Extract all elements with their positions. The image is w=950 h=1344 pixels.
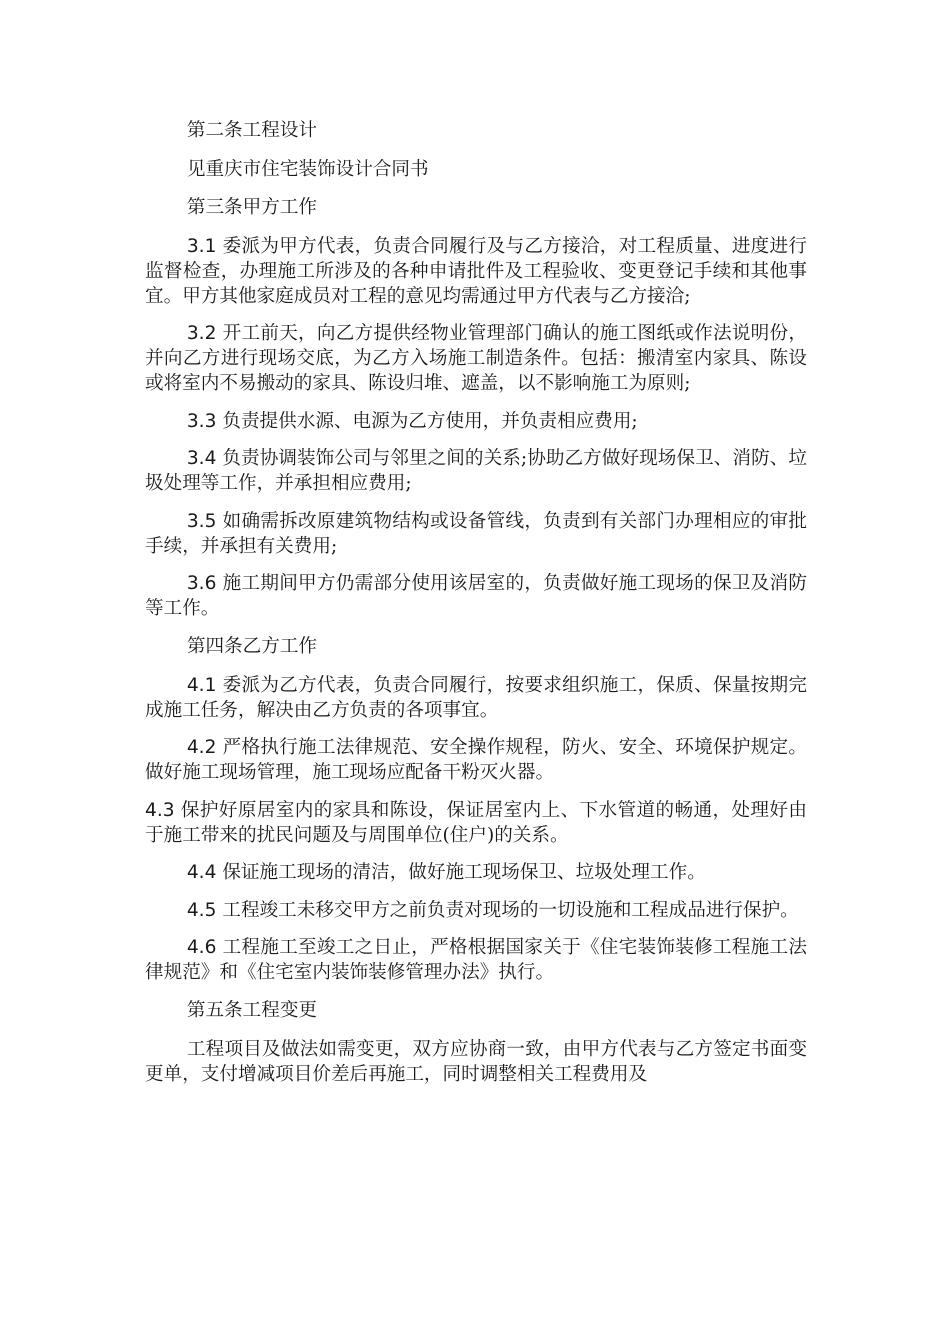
clause-text: 委派为乙方代表，负责合同履行，按要求组织施工，保质、保量按期完成施工任务，解决由乙方负责的各项事宜。 <box>145 674 807 721</box>
clause-number: 4.2 <box>186 737 217 758</box>
clause-3-5 <box>145 509 807 559</box>
clause-number: 3.2 <box>186 323 217 344</box>
clause-3-1 <box>145 234 807 309</box>
clause-4-1 <box>145 673 807 723</box>
clause-number: 3.4 <box>186 448 217 469</box>
clause-3-2 <box>145 321 807 396</box>
clause-text: 开工前天，向乙方提供经物业管理部门确认的施工图纸或作法说明份，并向乙方进行现场交底，为乙方入场施工制造条件。包括：搬清室内家具、陈设或将室内不易搬动的家具、陈设归堆、遮盖，以不影响施工为原则; <box>145 323 807 394</box>
article-5-heading: 第五条工程变更 <box>186 999 318 1021</box>
clause-number: 4.3 <box>145 799 175 821</box>
clause-number: 4.1 <box>186 674 217 696</box>
clause-number: 4.5 <box>186 899 217 921</box>
clause-text: 如确需拆改原建筑物结构或设备管线，负责到有关部门办理相应的审批手续，并承担有关费用; <box>145 510 807 557</box>
clause-number: 4.6 <box>186 937 217 958</box>
clause-text: 工程竣工未移交甲方之前负责对现场的一切设施和工程成品进行保护。 <box>222 899 799 921</box>
clause-text: 保证施工现场的清洁，做好施工现场保卫、垃圾处理工作。 <box>222 862 706 883</box>
clause-4-6 <box>145 935 807 985</box>
clause-number: 3.3 <box>186 410 217 432</box>
clause-3-4 <box>145 446 807 496</box>
clause-text: 严格执行施工法律规范、安全操作规程，防火、安全、环境保护规定。做好施工现场管理，施工现场应配备干粉灭火器。 <box>145 737 807 783</box>
clause-text: 负责协调装饰公司与邻里之间的关系;协助乙方做好现场保卫、消防、垃圾处理等工作，并承担相应费用; <box>145 448 807 494</box>
clause-4-4 <box>145 860 807 885</box>
clause-text: 委派为甲方代表，负责合同履行及与乙方接洽，对工程质量、进度进行监督检查，办理施工所涉及的各种申请批件及工程验收、变更登记手续和其他事宜。甲方其他家庭成员对工程的意见均需通过甲方代表与乙方接洽; <box>145 235 807 307</box>
document-page <box>145 118 807 1099</box>
article-5-body: 工程项目及做法如需变更，双方应协商一致，由甲方代表与乙方签定书面变更单，支付增减项目价差后再施工，同时调整相关工程费用及 <box>145 1038 807 1085</box>
clause-number: 3.1 <box>186 235 217 257</box>
clause-text: 施工期间甲方仍需部分使用该居室的，负责做好施工现场的保卫及消防等工作。 <box>145 573 807 619</box>
article-2-body: 见重庆市住宅装饰设计合同书 <box>186 159 429 180</box>
clause-text: 工程施工至竣工之日止，严格根据国家关于《住宅装饰装修工程施工法律规范》和《住宅室内装饰装修管理办法》执行。 <box>145 937 807 983</box>
clause-text: 负责提供水源、电源为乙方使用，并负责相应费用; <box>222 410 638 432</box>
clause-number: 3.5 <box>186 510 217 532</box>
clause-text: 保护好原居室内的家具和陈设，保证居室内上、下水管道的畅通，处理好由于施工带来的扰民问题及与周围单位(住户)的关系。 <box>145 799 807 846</box>
clause-number: 3.6 <box>186 573 217 594</box>
article-3-heading: 第三条甲方工作 <box>186 196 318 218</box>
clause-number: 4.4 <box>186 862 217 883</box>
article-4-heading: 第四条乙方工作 <box>186 635 318 657</box>
clause-4-2 <box>145 735 807 785</box>
clause-3-3 <box>145 409 807 434</box>
clause-4-3 <box>145 798 807 848</box>
article-2-heading: 第二条工程设计 <box>186 120 318 141</box>
clause-4-5 <box>145 898 807 923</box>
clause-3-6 <box>145 571 807 621</box>
